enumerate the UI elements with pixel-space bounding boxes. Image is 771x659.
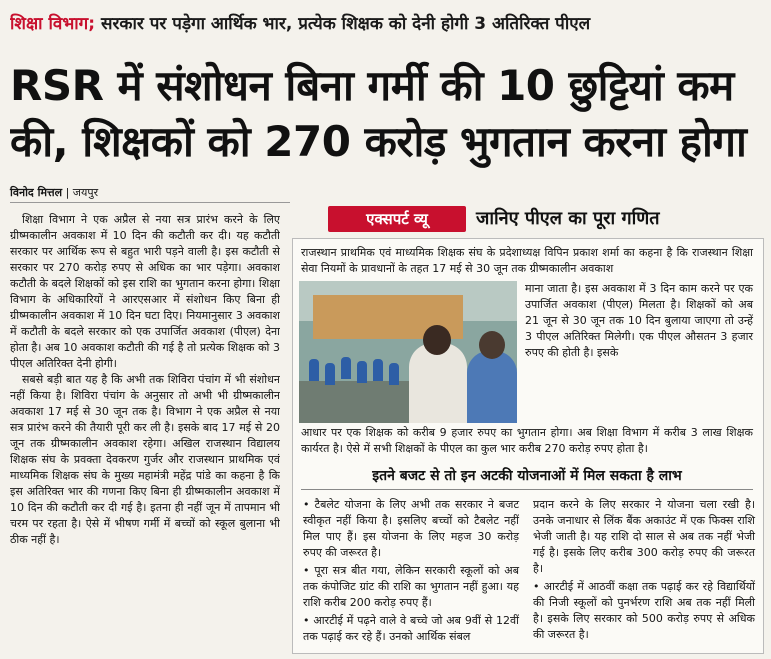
schemes-column-1 [303,497,519,647]
schemes-column-2 [533,497,755,645]
byline-divider [10,202,290,203]
kicker-line [10,6,761,42]
expert-view-tag: एक्सपर्ट व्यू [328,206,466,232]
byline-author: विनोद मित्तल [10,186,63,199]
headline [10,58,761,170]
kicker-section: शिक्षा विभाग; [10,14,96,34]
scheme-item: प्रदान करने के लिए सरकार ने योजना चला रखी है। उनके जनाधार से लिंक बैंक अकाउंट में एक फिक्स राशि भेजी जाती है। यह राशि दो साल से अब तक नहीं भेजी गई है। इसके लिए करीब 300 करोड़ रुपए की जरूरत है। [533,498,755,575]
scheme-item: • आरटीई में पढ़ने वाले वे बच्चे जो अब 9वीं से 12वीं तक पढ़ाई कर रहे हैं। उनको आर्थिक संबल [303,614,519,643]
expert-side-text: माना जाता है। इस अवकाश में 3 दिन काम करने पर एक उपार्जित अवकाश (पीएल) मिलता है। शिक्षकों को अब 21 जून से 30 जून तक 10 दिन बुलाया जाएगा तो उन्हें 3 पीएल अतिरिक्त मिलेगी। एक पीएल औसतन 3 हजार रुपए की होती है। इसके [525,282,753,359]
expert-continued-text: आधार पर एक शिक्षक को करीब 9 हजार रुपए का भुगतान होगा। अब शिक्षा विभाग में करीब 3 लाख शिक्षक कार्यरत है। ऐसे में सभी शिक्षकों के पीएल का कुल भार करीब 270 करोड़ रुपए होता है। [301,426,753,455]
scheme-item: • पूरा सत्र बीत गया, लेकिन सरकारी स्कूलों को अब तक कंपोजिट ग्रांट की राशि का भुगतान नहीं हुआ। यह राशि करीब 200 करोड़ रुपए हैं। [303,564,519,609]
expert-view-box [292,238,764,654]
scheme-item: • आरटीई में आठवीं कक्षा तक पढ़ाई कर रहे विद्यार्थियों की निजी स्कूलों को पुनर्भरण राशि अब तक नहीं मिली है। इसके लिए सरकार को 500 करोड़ रुपए से अधिक की जरूरत है। [533,580,755,641]
scheme-item: • टैबलेट योजना के लिए अभी तक सरकार ने बजट स्वीकृत नहीं किया है। इसलिए बच्चों को टैबलेट नहीं मिल पाए हैं। इस योजना के लिए महज 30 करोड़ रुपए की जरूरत है। [303,498,519,559]
kicker-text: सरकार पर पड़ेगा आर्थिक भार, प्रत्येक शिक्षक को देनी होगी 3 अतिरिक्त पीएल [95,14,591,34]
byline [10,185,98,200]
left-article-column [10,212,280,652]
byline-place: | जयपुर [62,186,99,199]
expert-intro-text: राजस्थान प्राथमिक एवं माध्यमिक शिक्षक संघ के प्रदेशाध्यक्ष विपिन प्रकाश शर्मा का कहना है कि राजस्थान शिक्षा सेवा नियमों के प्रावधानों के तहत 17 मई से 30 जून तक ग्रीष्मकालीन अवकाश [301,246,753,275]
article-paragraph: सबसे बड़ी बात यह है कि अभी तक शिविरा पंचांग में भी संशोधन नहीं किया है। शिविरा पंचांग के अनुसार तो अभी भी ग्रीष्मकालीन अवकाश 17 मई से 30 जून तक है। विभाग ने एक अप्रैल से नया सत्र प्रारंभ करने की तैयारी पूरी कर ली है। इसके बाद 17 मई से 20 जून तक ग्रीष्मकालीन अवकाश रहेगा। अखिल राजस्थान विद्यालय शिक्षक संघ के प्रवक्ता देवकरण गुर्जर और राजस्थान प्राथमिक एवं माध्यमिक शिक्षक संघ के मुख्य महामंत्री महेंद्र पांडे का कहना है कि इस अतिरिक्त भार की गणना किए बिना ही ग्रीष्मकालीन अवकाश में 10 दिन की कटौती कर दी गई है। इतना ही नहीं जून में तापमान भी चरम पर रहता है। ऐसे में भीषण गर्मी में बच्चों को स्कूल बुलाना भी ठीक नहीं है। [10,373,280,546]
headline-line-2: की, शिक्षकों को 270 करोड़ भुगतान करना होगा [10,117,747,166]
expert-view-title: जानिए पीएल का पूरा गणित [476,208,660,229]
school-photo [299,281,517,423]
article-paragraph: शिक्षा विभाग ने एक अप्रैल से नया सत्र प्रारंभ करने के लिए ग्रीष्मकालीन अवकाश में 10 दिन की कटौती कर दी। यह कटौती सरकार पर आर्थिक रूप से बहुत भारी पड़ने वाली है। इस कटौती से सरकार पर 270 करोड़ रुपए से अधिक का भार पड़ेगा। अवकाश कटौती के बदले शिक्षकों को इस राशि का भुगतान करना होगा। शिक्षा विभाग के अधिकारियों ने आरएसआर में संशोधन किए बिना ही ग्रीष्मकालीन अवकाश में 10 दिन घटा दिए। नियमानुसार 3 अवकाश में कटौती के बदले सरकार को एक उपार्जित अवकाश (पीएल) देना होता है। अब 10 अवकाश कटौती की गई है तो प्रत्येक शिक्षक को 3 पीएल अतिरिक्त देनी होगी। [10,213,280,370]
headline-line-1: RSR में संशोधन बिना गर्मी की 10 छुट्टियां कम [10,61,734,110]
schemes-heading: इतने बजट से तो इन अटकी योजनाओं में मिल सकता है लाभ [301,463,753,490]
